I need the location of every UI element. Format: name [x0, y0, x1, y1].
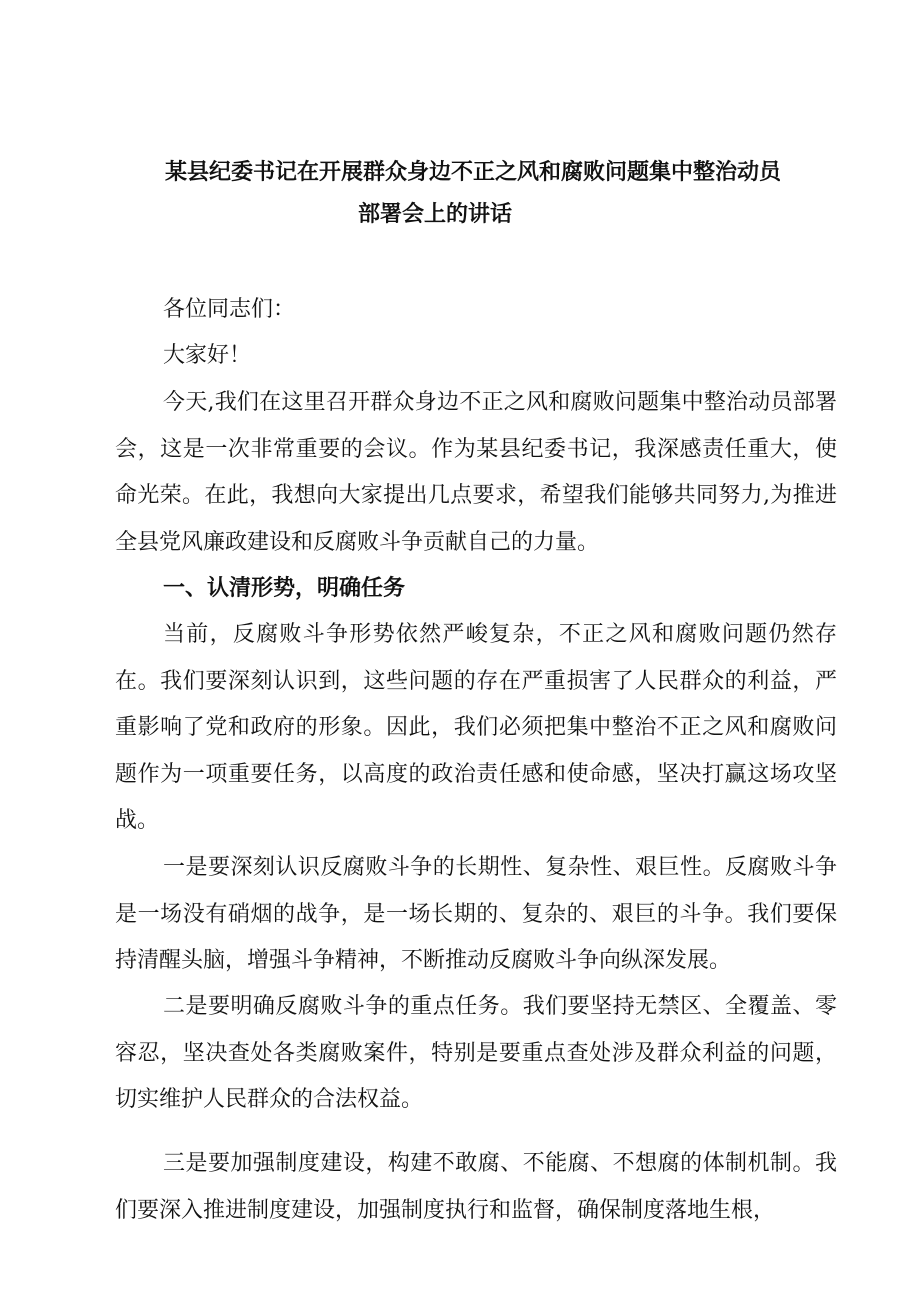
section-1-paragraph-4: 三是要加强制度建设，构建不敢腐、不能腐、不想腐的体制机制。我们要深入推进制度建设，加强制度执行和监督，确保制度落地生根，: [115, 1151, 837, 1223]
section-1-paragraph-1: 当前，反腐败斗争形势依然严峻复杂，不正之风和腐败问题仍然存在。我们要深刻认识到，这些问题的存在严重损害了人民群众的利益，严重影响了党和政府的形象。因此，我们必须把集中整治不正之风和腐败问题作为一项重要任务，以高度的政治责任感和使命感，坚决打赢这场攻坚战。: [115, 622, 837, 833]
document-title-line-1: 某县纪委书记在开展群众身边不正之风和腐败问题集中整治动员: [165, 159, 782, 185]
section-1-paragraph-3: 二是要明确反腐败斗争的重点任务。我们要坚持无禁区、全覆盖、零容忍，坚决查处各类腐败案件，特别是要重点查处涉及群众利益的问题，切实维护人民群众的合法权益。: [115, 994, 837, 1112]
intro-paragraph: 今天,我们在这里召开群众身边不正之风和腐败问题集中整治动员部署会，这是一次非常重要的会议。作为某县纪委书记，我深感责任重大，使命光荣。在此，我想向大家提出几点要求，希望我们能够共同努力,为推进全县党风廉政建设和反腐败斗争贡献自己的力量。: [115, 390, 837, 555]
greeting: 大家好！: [163, 343, 252, 368]
section-1-heading: 一、认清形势，明确任务: [163, 576, 406, 601]
section-1-paragraph-2: 一是要深刻认识反腐败斗争的长期性、复杂性、艰巨性。反腐败斗争是一场没有硝烟的战争，是一场长期的、复杂的、艰巨的斗争。我们要保持清醒头脑，增强斗争精神，不断推动反腐败斗争向纵深发展。: [115, 855, 837, 973]
salutation: 各位同志们：: [163, 297, 296, 322]
document-title-line-2: 部署会上的讲话: [358, 201, 513, 227]
